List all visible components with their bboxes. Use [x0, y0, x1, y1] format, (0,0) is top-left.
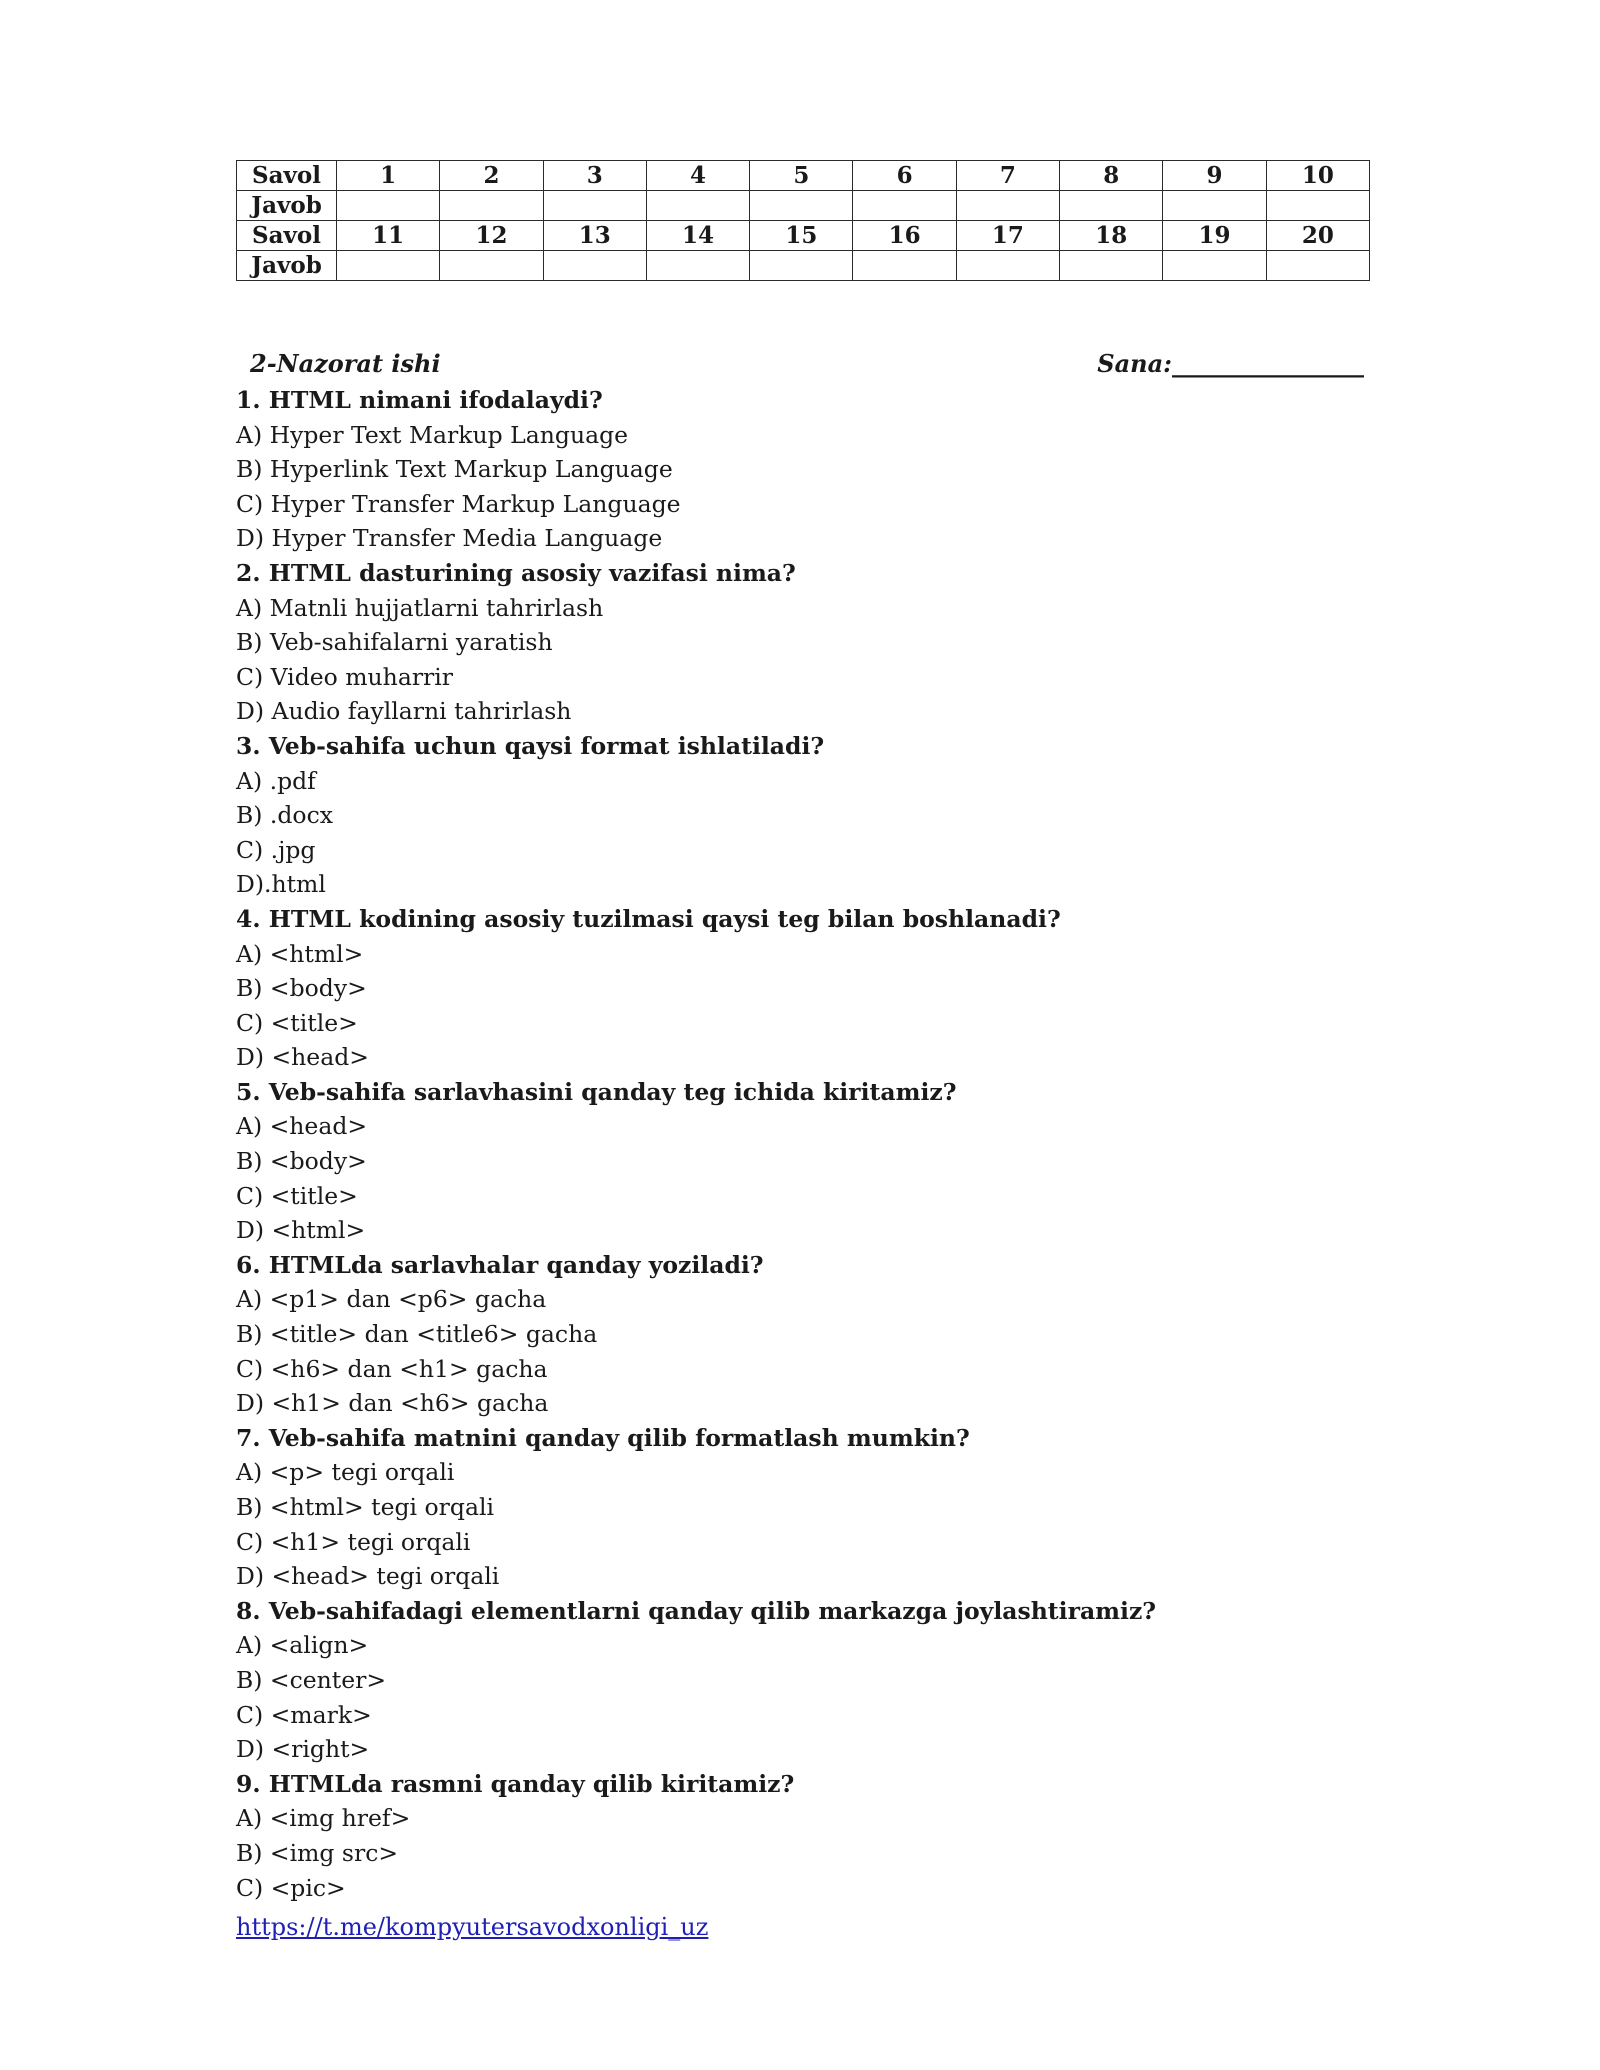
question-list — [236, 383, 1376, 1905]
answer-option: B) <img src> — [236, 1838, 399, 1867]
question-text: 2. HTML dasturining asosiy vazifasi nima? — [236, 558, 796, 587]
answer-cell[interactable] — [1266, 251, 1369, 281]
answer-option: A) <html> — [236, 939, 364, 968]
grid-row-label: Javob — [237, 251, 337, 281]
answer-option: B) Veb-sahifalarni yaratish — [236, 628, 553, 657]
answer-option: D).html — [236, 870, 326, 899]
answer-option: C) .jpg — [236, 835, 316, 864]
answer-option: B) Hyperlink Text Markup Language — [236, 455, 673, 484]
date-field: Sana:________________ — [1097, 349, 1364, 378]
test-header — [236, 349, 1376, 385]
question-number-cell: 12 — [440, 221, 543, 251]
answer-option: A) <head> — [236, 1112, 368, 1141]
answer-option: D) <right> — [236, 1735, 370, 1764]
question-number-cell: 10 — [1266, 161, 1369, 191]
question-text: 1. HTML nimani ifodalaydi? — [236, 386, 603, 414]
question-number-cell: 17 — [956, 221, 1059, 251]
question-text: 9. HTMLda rasmni qanday qilib kiritamiz? — [236, 1769, 795, 1798]
question-text: 6. HTMLda sarlavhalar qanday yoziladi? — [236, 1250, 764, 1279]
answer-option: C) <h6> dan <h1> gacha — [236, 1354, 548, 1383]
question-number-cell: 3 — [543, 161, 646, 191]
answer-cell[interactable] — [646, 251, 749, 281]
answer-cell[interactable] — [750, 191, 853, 221]
answer-option: D) <head> — [236, 1043, 369, 1072]
grid-row-label: Savol — [237, 161, 337, 191]
answer-option: A) <align> — [236, 1631, 369, 1660]
telegram-link[interactable]: https://t.me/kompyutersavodxonligi_uz — [236, 1913, 709, 1942]
answer-option: B) <center> — [236, 1665, 387, 1694]
answer-cell[interactable] — [1163, 251, 1266, 281]
answer-option: D) Audio fayllarni tahrirlash — [236, 697, 572, 726]
grid-row — [237, 251, 1370, 281]
grid-row-label: Javob — [237, 191, 337, 221]
question-number-cell: 4 — [646, 161, 749, 191]
question-number-cell: 11 — [337, 221, 440, 251]
answer-cell[interactable] — [337, 251, 440, 281]
question-text: 3. Veb-sahifa uchun qaysi format ishlatiladi? — [236, 731, 825, 760]
test-title: 2-Nazorat ishi — [250, 349, 441, 378]
answer-cell[interactable] — [440, 191, 543, 221]
answer-option: C) <title> — [236, 1181, 358, 1210]
answer-option: D) <h1> dan <h6> gacha — [236, 1389, 549, 1418]
answer-option: C) <h1> tegi orqali — [236, 1527, 471, 1556]
answer-option: C) <title> — [236, 1008, 358, 1037]
question-number-cell: 6 — [853, 161, 956, 191]
answer-option: A) .pdf — [236, 766, 316, 795]
answer-option: A) <p> tegi orqali — [236, 1458, 455, 1487]
answer-option: B) <html> tegi orqali — [236, 1493, 494, 1521]
answer-option: C) Hyper Transfer Markup Language — [236, 489, 681, 518]
answer-cell[interactable] — [853, 251, 956, 281]
question-number-cell: 7 — [956, 161, 1059, 191]
answer-option: B) <title> dan <title6> gacha — [236, 1320, 598, 1349]
document-page — [236, 160, 1376, 1947]
question-text: 8. Veb-sahifadagi elementlarni qanday qilib markazga joylashtiramiz? — [236, 1596, 1157, 1625]
answer-cell[interactable] — [543, 191, 646, 221]
grid-row-label: Savol — [237, 221, 337, 251]
question-number-cell: 8 — [1060, 161, 1163, 191]
answer-cell[interactable] — [337, 191, 440, 221]
answer-grid — [236, 160, 1370, 281]
answer-option: C) <pic> — [236, 1873, 346, 1902]
answer-cell[interactable] — [956, 251, 1059, 281]
question-text: 7. Veb-sahifa matnini qanday qilib formatlash mumkin? — [236, 1423, 970, 1452]
question-text: 4. HTML kodining asosiy tuzilmasi qaysi teg bilan boshlanadi? — [236, 904, 1061, 933]
answer-cell[interactable] — [1163, 191, 1266, 221]
answer-cell[interactable] — [750, 251, 853, 281]
question-number-cell: 19 — [1163, 221, 1266, 251]
answer-option: B) <body> — [236, 1147, 367, 1176]
answer-option: B) <body> — [236, 974, 367, 1003]
question-text: 5. Veb-sahifa sarlavhasini qanday teg ichida kiritamiz? — [236, 1077, 957, 1106]
question-number-cell: 9 — [1163, 161, 1266, 191]
answer-option: C) Video muharrir — [236, 662, 454, 691]
answer-option: D) Hyper Transfer Media Language — [236, 524, 663, 553]
question-number-cell: 16 — [853, 221, 956, 251]
answer-cell[interactable] — [956, 191, 1059, 221]
grid-row — [237, 221, 1370, 251]
answer-cell[interactable] — [1060, 251, 1163, 281]
question-number-cell: 14 — [646, 221, 749, 251]
answer-option: B) .docx — [236, 801, 333, 830]
answer-option: C) <mark> — [236, 1700, 372, 1729]
grid-row — [237, 191, 1370, 221]
answer-option: A) <img href> — [236, 1804, 411, 1833]
answer-cell[interactable] — [440, 251, 543, 281]
answer-option: D) <html> — [236, 1216, 366, 1245]
question-number-cell: 2 — [440, 161, 543, 191]
answer-cell[interactable] — [1266, 191, 1369, 221]
answer-option: A) Hyper Text Markup Language — [236, 420, 629, 449]
question-number-cell: 18 — [1060, 221, 1163, 251]
answer-cell[interactable] — [646, 191, 749, 221]
question-number-cell: 1 — [337, 161, 440, 191]
answer-cell[interactable] — [543, 251, 646, 281]
question-number-cell: 13 — [543, 221, 646, 251]
answer-cell[interactable] — [1060, 191, 1163, 221]
question-number-cell: 15 — [750, 221, 853, 251]
answer-option: A) Matnli hujjatlarni tahrirlash — [236, 593, 604, 622]
question-number-cell: 5 — [750, 161, 853, 191]
question-number-cell: 20 — [1266, 221, 1369, 251]
answer-option: D) <head> tegi orqali — [236, 1562, 500, 1591]
grid-row — [237, 161, 1370, 191]
answer-option: A) <p1> dan <p6> gacha — [236, 1285, 547, 1314]
answer-cell[interactable] — [853, 191, 956, 221]
